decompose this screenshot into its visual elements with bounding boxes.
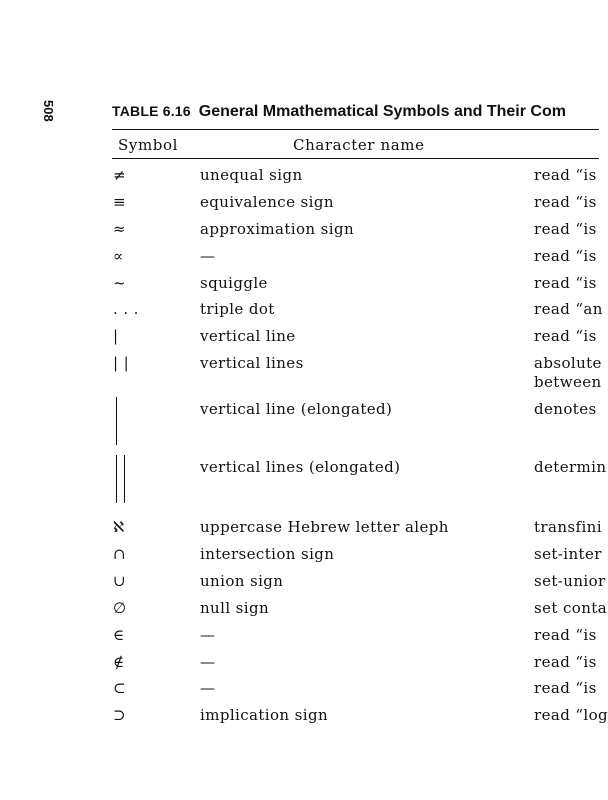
header-character-name: Character name xyxy=(293,136,425,154)
row-symbol: ∪ xyxy=(113,572,126,590)
row-usage xyxy=(534,400,597,419)
row-usage xyxy=(534,166,597,185)
usage-line: read “is xyxy=(534,247,597,265)
row-symbol: ∉ xyxy=(113,653,125,671)
row-usage xyxy=(534,300,603,319)
row-usage xyxy=(534,518,602,537)
usage-line: transfini xyxy=(534,518,602,536)
row-symbol: ⊂ xyxy=(113,679,126,697)
row-character-name: — xyxy=(200,247,216,265)
row-symbol: ≡ xyxy=(113,193,126,211)
usage-line: read “is xyxy=(534,193,597,211)
usage-line: set-unior xyxy=(534,572,606,590)
row-symbol: ∝ xyxy=(113,247,124,265)
row-character-name: — xyxy=(200,626,216,644)
row-symbol xyxy=(113,397,117,449)
row-character-name: null sign xyxy=(200,599,270,617)
usage-line: read “is xyxy=(534,220,597,238)
elongated-bar xyxy=(124,455,125,503)
usage-line: read “is xyxy=(534,626,597,644)
row-character-name: squiggle xyxy=(200,274,268,292)
row-symbol: ≠ xyxy=(113,166,126,184)
row-character-name: uppercase Hebrew letter aleph xyxy=(200,518,449,536)
usage-line: absolute xyxy=(534,354,602,372)
usage-line: read “is xyxy=(534,653,597,671)
row-symbol: ≈ xyxy=(113,220,126,238)
usage-line: read “is xyxy=(534,679,597,697)
row-character-name: vertical line xyxy=(200,327,296,345)
usage-line: between xyxy=(534,373,602,391)
row-character-name: — xyxy=(200,679,216,697)
row-symbol: ℵ xyxy=(113,518,125,536)
header-symbol: Symbol xyxy=(118,136,179,154)
row-usage xyxy=(534,193,597,212)
elongated-bar xyxy=(116,397,117,445)
row-usage xyxy=(534,327,597,346)
usage-line: read “is xyxy=(534,166,597,184)
row-symbol: ∈ xyxy=(113,626,125,644)
row-symbol xyxy=(113,455,125,507)
row-symbol: ~ xyxy=(113,274,126,292)
row-usage xyxy=(534,354,602,392)
usage-line: set-inter xyxy=(534,545,602,563)
row-character-name: intersection sign xyxy=(200,545,335,563)
row-character-name: unequal sign xyxy=(200,166,303,184)
row-symbol: | | xyxy=(113,354,130,372)
row-character-name: union sign xyxy=(200,572,284,590)
row-usage xyxy=(534,653,597,672)
usage-line: read “log xyxy=(534,706,608,724)
row-character-name: triple dot xyxy=(200,300,275,318)
row-character-name: — xyxy=(200,653,216,671)
row-symbol: ⊃ xyxy=(113,706,126,724)
usage-line: read “is xyxy=(534,274,597,292)
page-number: 508 xyxy=(41,100,56,122)
row-character-name: vertical lines xyxy=(200,354,304,372)
table-label: TABLE 6.16 xyxy=(112,103,191,119)
row-character-name: vertical lines (elongated) xyxy=(200,458,401,476)
row-character-name: approximation sign xyxy=(200,220,355,238)
usage-line: read “is xyxy=(534,327,597,345)
row-usage xyxy=(534,274,597,293)
row-character-name: implication sign xyxy=(200,706,329,724)
row-usage xyxy=(534,458,606,477)
row-usage xyxy=(534,599,607,618)
row-usage xyxy=(534,545,602,564)
row-symbol: ∩ xyxy=(113,545,126,563)
row-usage xyxy=(534,679,597,698)
row-usage xyxy=(534,626,597,645)
usage-line: denotes xyxy=(534,400,597,418)
row-character-name: equivalence sign xyxy=(200,193,334,211)
row-usage xyxy=(534,572,606,591)
usage-line: read “an xyxy=(534,300,603,318)
row-character-name: vertical line (elongated) xyxy=(200,400,393,418)
usage-line: set conta xyxy=(534,599,608,617)
row-symbol: ∅ xyxy=(113,599,127,617)
row-usage xyxy=(534,706,608,725)
row-symbol: | xyxy=(113,327,119,345)
row-symbol: . . . xyxy=(113,300,139,318)
elongated-bar xyxy=(116,455,117,503)
row-usage xyxy=(534,220,597,239)
row-usage xyxy=(534,247,597,266)
table-title: General Mmathematical Symbols and Their Com xyxy=(198,103,566,120)
usage-line: determin xyxy=(534,458,607,476)
